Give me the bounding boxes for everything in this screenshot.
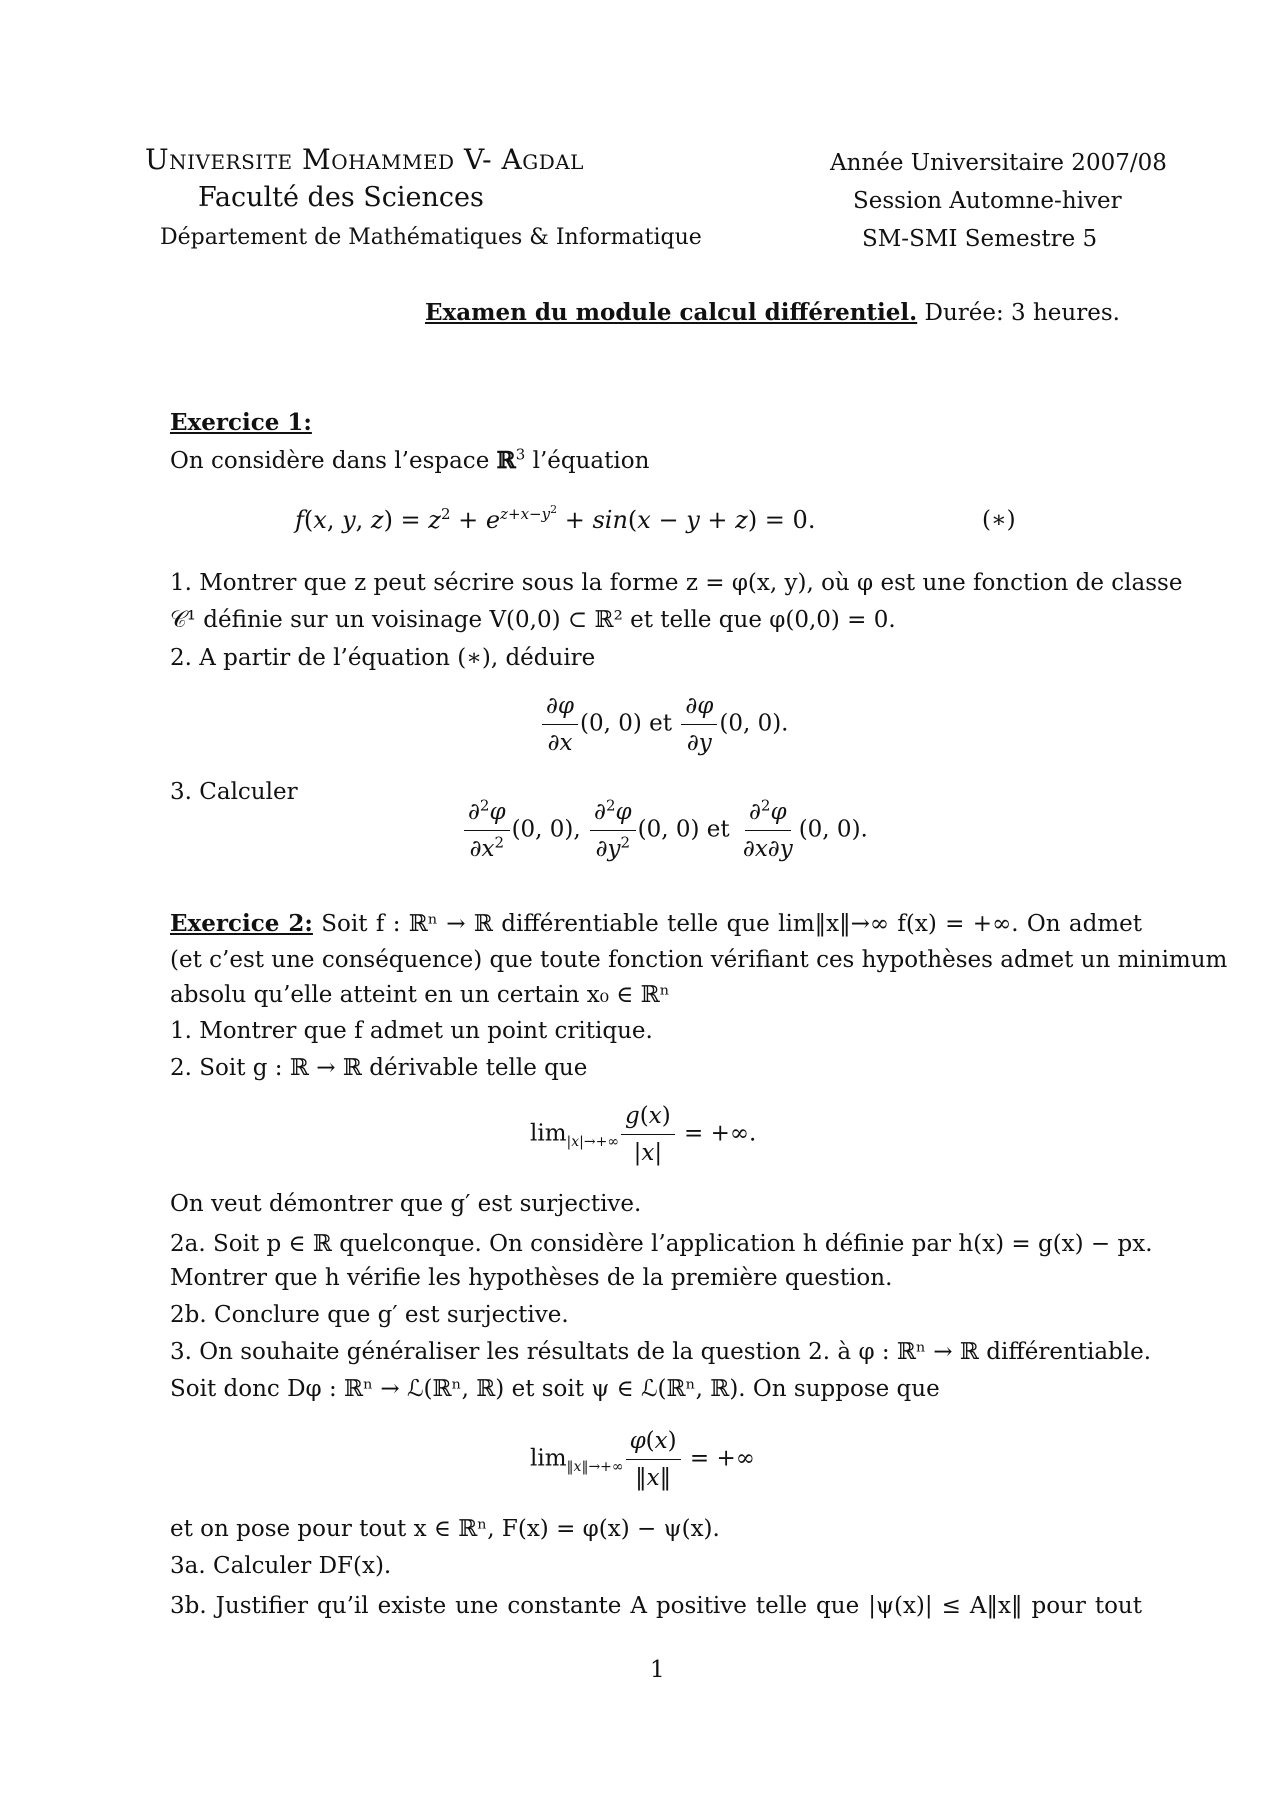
- ex2-q3-line1: 3. On souhaite généraliser les résultats de la question 2. à φ : ℝⁿ → ℝ différentiable.: [170, 1339, 1152, 1365]
- semester: SM-SMI Semestre 5: [862, 226, 1098, 252]
- ex1-q3-formula: $\frac{\partial^2\varphi}{\partial x^2}$ (0, 0), $\frac{\partial^2\varphi}{\partial y^2}$ (0, 0) et $\frac{\partial^2\varphi}{\partial x\partial y}$ (0, 0).: [462, 796, 868, 865]
- ex1-q3: 3. Calculer: [170, 779, 298, 805]
- ex1-intro: On considère dans l’espace ℝ$^3$ l’équation: [170, 445, 650, 474]
- ex2-line1-text: Soit f : ℝⁿ → ℝ différentiable telle que lim‖x‖→∞ f(x) = +∞. On admet: [321, 911, 1143, 937]
- faculty-name: Faculté des Sciences: [198, 182, 484, 213]
- ex2-q3-line2: Soit donc Dφ : ℝⁿ → ℒ(ℝⁿ, ℝ) et soit ψ ∈ ℒ(ℝⁿ, ℝ). On suppose que: [170, 1376, 940, 1402]
- ex2-q3-line3: et on pose pour tout x ∈ ℝⁿ, F(x) = φ(x) − ψ(x).: [170, 1516, 720, 1542]
- ex1-q1-line1: 1. Montrer que z peut sécrire sous la forme z = φ(x, y), où φ est une fonction de classe: [170, 570, 1183, 596]
- ex2-line3: absolu qu’elle atteint en un certain x₀ ∈ ℝⁿ: [170, 982, 670, 1008]
- ex2-q2a-line1: 2a. Soit p ∈ ℝ quelconque. On considère l’application h définie par h(x) = g(x) − px.: [170, 1231, 1153, 1257]
- ex1-heading: [170, 408, 312, 438]
- ex1-q1-line2: 𝒞¹ définie sur un voisinage V(0,0) ⊂ ℝ² et telle que φ(0,0) = 0.: [170, 607, 896, 633]
- session: Session Automne-hiver: [853, 188, 1122, 214]
- ex2-q2b: 2b. Conclure que g′ est surjective.: [170, 1302, 569, 1328]
- university-text: Universite Mohammed V- Agdal: [145, 143, 584, 176]
- ex2-lim1: $\lim_{|x|\to+\infty}$ $\frac{g(x)}{|x|}$ = +∞.: [530, 1100, 756, 1169]
- ex2-q3a: 3a. Calculer DF(x).: [170, 1553, 392, 1579]
- ex1-equation: f(x, y, $z) = z^2 + e^{z+x-y^2} + \sin(x - y + z) = 0$.: [295, 503, 816, 534]
- exam-title: Examen du module calcul différentiel.: [425, 299, 918, 326]
- ex1-q2: 2. A partir de l’équation (∗), déduire: [170, 645, 596, 671]
- exam-title-line: [425, 298, 1120, 328]
- ex2-q3b: 3b. Justifier qu’il existe une constante A positive telle que |ψ(x)| ≤ A‖x‖ pour tout: [170, 1593, 1142, 1619]
- ex1-eq-tag: (∗): [982, 507, 1016, 533]
- university-name: [145, 143, 584, 176]
- ex1-heading-text: Exercice 1:: [170, 409, 312, 436]
- department-name: Département de Mathématiques & Informatique: [160, 225, 702, 250]
- ex1-intro-b: l’équation: [525, 448, 650, 474]
- ex2-line2: (et c’est une conséquence) que toute fonction vérifiant ces hypothèses admet un minimum: [170, 947, 1228, 973]
- page-number: 1: [650, 1657, 665, 1683]
- ex1-intro-a: On considère dans l’espace: [170, 448, 497, 474]
- ex2-line1: [170, 905, 1142, 943]
- ex2-q2: 2. Soit g : ℝ → ℝ dérivable telle que: [170, 1055, 588, 1081]
- ex2-heading: Exercice 2:: [170, 910, 313, 937]
- ex2-q1: 1. Montrer que f admet un point critique.: [170, 1018, 653, 1044]
- ex2-q2a-line2: Montrer que h vérifie les hypothèses de la première question.: [170, 1265, 893, 1291]
- ex2-lim2: $\lim_{‖x‖\to+\infty}$ $\frac{\varphi(x)}{‖x‖}$ = +∞: [530, 1425, 755, 1494]
- academic-year: Année Universitaire 2007/08: [830, 150, 1167, 176]
- ex2-note: On veut démontrer que g′ est surjective.: [170, 1191, 642, 1217]
- exam-duration: Durée: 3 heures.: [924, 300, 1120, 326]
- ex1-q2-formula: $\frac{\partial\varphi}{\partial x}$ (0, 0) et $\frac{\partial\varphi}{\partial y}$ (0, 0).: [540, 690, 789, 759]
